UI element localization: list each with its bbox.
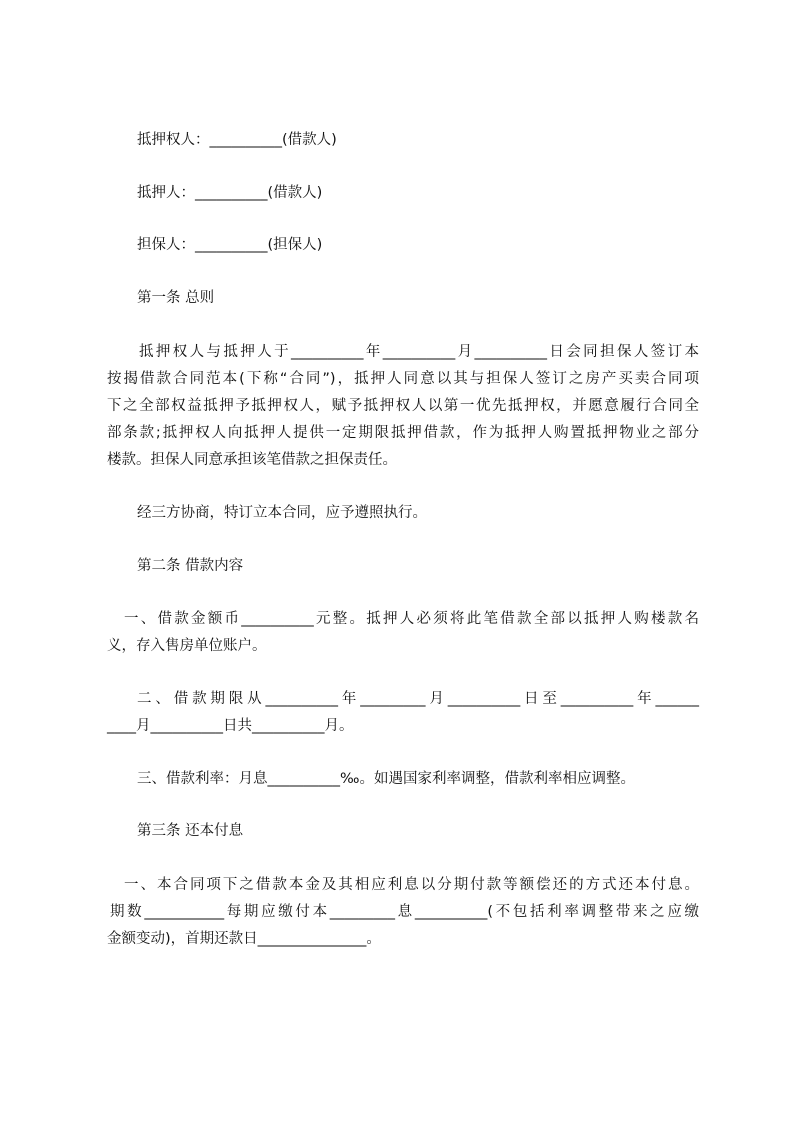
article1-paragraph (107, 339, 699, 474)
text-line: 义，存入售房单位账户。 (107, 638, 267, 654)
text-line: 一、借款金额币__________元整。抵押人必须将此笔借款全部以抵押人购楼款名 (124, 611, 699, 627)
article1-title: 第一条 总则 (137, 290, 215, 306)
text-line: 抵押权人与抵押人于__________年__________月__________日会同担保人签订本 (139, 344, 699, 360)
article3-title: 第三条 还本付息 (137, 823, 244, 839)
text-line: 期数___________每期应缴付本_________息__________(不包括利率调整带来之应缴 (110, 904, 699, 920)
text-line: ____月__________日共__________月。 (107, 718, 354, 734)
mortgagor-line: 抵押人：__________(借款人) (137, 185, 323, 201)
article2-item2 (107, 686, 699, 740)
text-line: 金额变动)，首期还款日_______________。 (107, 931, 381, 947)
article1-agreement: 经三方协商，特订立本合同，应予遵照执行。 (137, 505, 427, 521)
guarantor-line: 担保人：__________(担保人) (137, 237, 323, 253)
article2-item1 (107, 606, 699, 660)
text-line: 二、借款期限从__________年_________月__________日至__________年______ (137, 691, 699, 707)
text-line: 楼款。担保人同意承担该笔借款之担保责任。 (107, 452, 397, 468)
text-line: 部条款;抵押权人向抵押人提供一定期限抵押借款，作为抵押人购置抵押物业之部分 (107, 425, 699, 441)
mortgagee-line: 抵押权人：__________(借款人) (137, 132, 337, 148)
article2-title: 第二条 借款内容 (137, 558, 244, 574)
text-line: 按揭借款合同范本(下称“合同”)，抵押人同意以其与担保人签订之房产买卖合同项 (107, 371, 699, 387)
article2-item3: 三、借款利率：月息__________‰。如遇国家利率调整，借款利率相应调整。 (137, 771, 635, 787)
text-line: 一、本合同项下之借款本金及其相应利息以分期付款等额偿还的方式还本付息。 (124, 877, 699, 893)
text-line: 下之全部权益抵押予抵押权人，赋予抵押权人以第一优先抵押权，并愿意履行合同全 (107, 398, 699, 414)
article3-item1 (107, 872, 699, 953)
